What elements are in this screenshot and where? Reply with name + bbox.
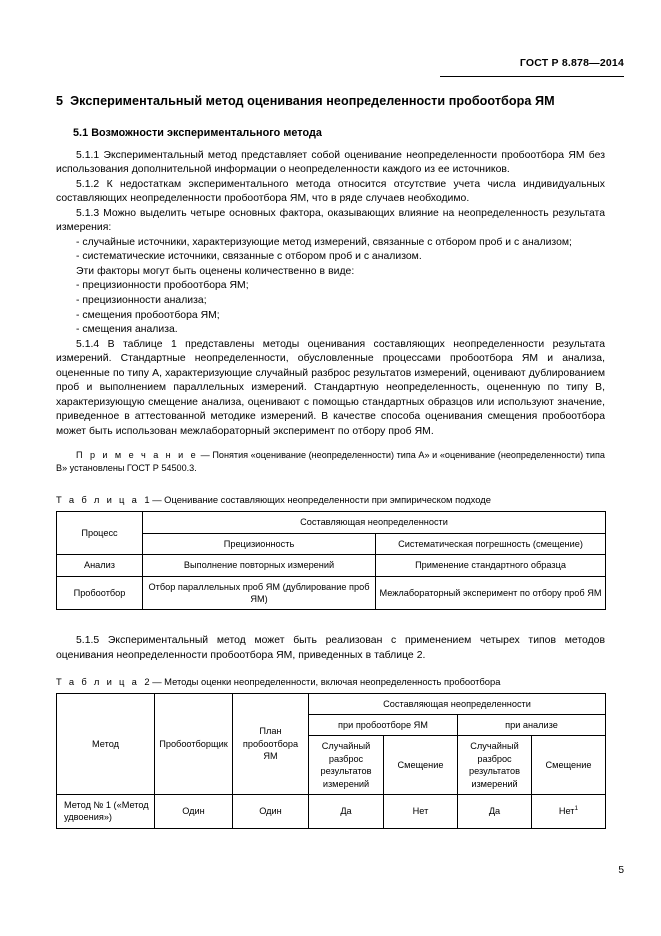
table-1-cell-precision: Выполнение повторных измерений (143, 555, 376, 576)
list-item-bias-analysis: - смещения анализа. (76, 324, 178, 336)
table-2-header-sampler: Пробоотборщик (155, 693, 233, 794)
table-1-cell-process: Пробоотбор (57, 576, 143, 610)
table-1-caption-text: — Оценивание составляющих неопределенности при эмпирическом подходе (152, 494, 491, 506)
table-2-cell-bias-analysis (532, 795, 606, 829)
list-item-precision-analysis: - прецизионности анализа; (76, 294, 207, 306)
table-1-cell-process: Анализ (57, 555, 143, 576)
table-2-cell-bias-analysis-text: Нет (558, 806, 575, 817)
paragraph-5-1-5: 5.1.5 Экспериментальный метод может быть реализован с применением четырех типов методов оценивания неопределенности пробоотбора ЯМ, приведенных в таблице 2. (56, 635, 605, 662)
table-row (57, 693, 606, 714)
table-2-cell-random-spread-analysis: Да (458, 795, 532, 829)
paragraph-5-1-2: 5.1.2 К недостаткам экспериментального метода относится отсутствие учета числа индивидуальных составляющих неопределенности пробоотбора ЯМ, что в ряде случаев необходимо. (56, 178, 605, 205)
table-2-header-random-spread-sampling: Случайный разброс результатов измерений (309, 736, 384, 795)
section-title-text: Экспериментальный метод оценивания неопределенности пробоотбора ЯМ (70, 94, 555, 108)
table-1-header-process: Процесс (57, 512, 143, 555)
table-1-caption-number: 1 (144, 494, 150, 506)
table-2-cell-sampling-plan: Один (233, 795, 309, 829)
table-row (57, 795, 606, 829)
table-2-cell-sampler: Один (155, 795, 233, 829)
page-title (56, 93, 605, 110)
paragraph-quantified-intro: Эти факторы могут быть оценены количественно в виде: (76, 265, 355, 277)
table-1-header-component: Составляющая неопределенности (143, 512, 606, 533)
table-1-cell-systematic: Межлабораторный эксперимент по отбору проб ЯМ (376, 576, 606, 610)
table-row (57, 512, 606, 533)
paragraph-5-1-3: 5.1.3 Можно выделить четыре основных фактора, оказывающих влияние на неопределенность результата измерения: (56, 207, 605, 234)
table-row (57, 576, 606, 610)
table-2-cell-method: Метод № 1 («Метод удвоения») (57, 795, 155, 829)
header-rule (440, 76, 624, 77)
table-2-header-component: Составляющая неопределенности (309, 693, 606, 714)
paragraph-5-1-1: 5.1.1 Экспериментальный метод представляет собой оценивание неопределенности пробоотбора ЯМ без использования дополнительной информации о неопределенности каждого из ее источников. (56, 149, 605, 176)
table-1-cell-precision: Отбор параллельных проб ЯМ (дублирование проб ЯМ) (143, 576, 376, 610)
table-1-uncertainty-components (56, 511, 606, 610)
table-1-header-precision: Прецизионность (143, 533, 376, 554)
paragraph-5-1-4: 5.1.4 В таблице 1 представлены методы оценивания составляющих неопределенности результата измерений. Стандартные неопределенности, обусловленные процессами пробоотбора ЯМ и анализа, оцененные по типу А, характеризующие случайный разброс результатов измерений, оценивают дублированием проб и выполнением параллельных измерений. Стандартную неопределенность, оцененную по типу В, характеризующую смещение анализа, оценивают с помощью стандартных образцов или используют значение, приведенное в аттестованной методике измерений. В качестве способа оценивания смещения пробоотбора может быть использован межлабораторный эксперимент по отбору проб ЯМ. (56, 338, 605, 437)
table-2-header-at-analysis: при анализе (458, 714, 606, 735)
page-number: 5 (618, 865, 624, 876)
running-header: ГОСТ Р 8.878—2014 (519, 57, 624, 69)
table-2-caption-number: 2 (144, 675, 150, 687)
table-1-header-systematic: Систематическая погрешность (смещение) (376, 533, 606, 554)
table-2-caption-text: — Методы оценки неопределенности, включая неопределенность пробоотбора (152, 675, 501, 687)
note-label: П р и м е ч а н и е (76, 450, 199, 461)
table-2-header-sampling-plan: План пробоотбора ЯМ (233, 693, 309, 794)
section-number: 5 (56, 94, 64, 108)
table-2-header-bias-analysis: Смещение (532, 736, 606, 795)
subsection-title: 5.1 Возможности экспериментального метода (73, 126, 322, 139)
table-1-caption-lead: Т а б л и ц а (56, 494, 140, 506)
table-2-cell-random-spread-sampling: Да (309, 795, 384, 829)
table-2-caption-lead: Т а б л и ц а (56, 675, 140, 687)
table-2-header-method: Метод (57, 693, 155, 794)
table-2-cell-bias-sampling: Нет (384, 795, 458, 829)
table-1-caption (56, 494, 605, 506)
table-2-uncertainty-methods (56, 693, 606, 829)
list-item-systematic-sources: - систематические источники, связанные с отбором проб и с анализом. (76, 251, 422, 263)
table-row (57, 555, 606, 576)
list-item-bias-sampling: - смещения пробоотбора ЯМ; (76, 309, 220, 321)
page-content (56, 93, 605, 829)
note-text: — Понятия «оценивание (неопределенности) типа А» и «оценивание (неопределенности) типа В» установлены ГОСТ Р 54500.3. (56, 450, 605, 474)
table-2-caption (56, 676, 605, 688)
table-2-header-bias-sampling: Смещение (384, 736, 458, 795)
list-item-random-sources: - случайные источники, характеризующие метод измерений, связанные с отбором проб и с анализом; (76, 236, 572, 248)
note-block (56, 449, 605, 475)
table-2-header-at-sampling: при пробоотборе ЯМ (309, 714, 458, 735)
table-1-cell-systematic: Применение стандартного образца (376, 555, 606, 576)
footnote-marker: 1 (574, 805, 579, 813)
table-2-header-random-spread-analysis: Случайный разброс результатов измерений (458, 736, 532, 795)
list-item-precision-sampling: - прецизионности пробоотбора ЯМ; (76, 280, 249, 292)
